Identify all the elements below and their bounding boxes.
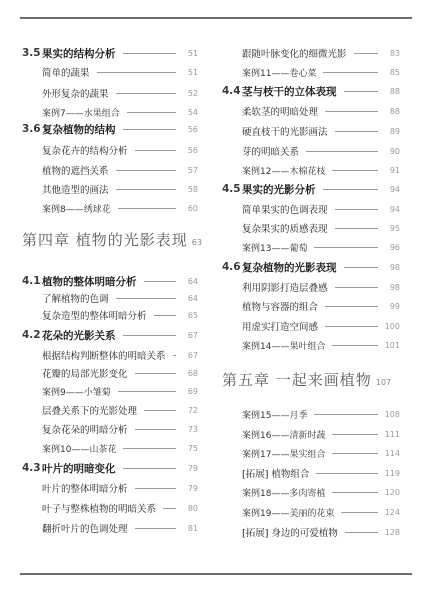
- case-title: 案例9——小雏菊: [42, 387, 111, 398]
- page-number: 79: [187, 483, 198, 493]
- page-number: 85: [389, 67, 400, 77]
- section-title: 叶片的明暗变化: [42, 462, 116, 475]
- leader-line: [144, 281, 177, 282]
- page-number: 51: [187, 48, 198, 58]
- toc-case-row[interactable]: [22, 200, 198, 216]
- item-title: 复杂果实的质感表现: [242, 224, 328, 235]
- section-number: 4.1: [22, 275, 41, 287]
- section-title: 果实的光影分析: [242, 183, 316, 196]
- page-number: 60: [187, 203, 198, 213]
- page-number: 67: [187, 330, 198, 340]
- case-title: 案例13——葡萄: [242, 243, 308, 254]
- bottom-rule: [20, 573, 412, 575]
- toc-item-row[interactable]: [222, 465, 400, 481]
- section-title: 花朵的光影关系: [42, 329, 116, 342]
- toc-item-row[interactable]: [22, 307, 198, 323]
- page-number: 75: [187, 443, 198, 453]
- item-title: 根据结构判断整体的明暗关系: [42, 351, 166, 362]
- leader-line: [135, 488, 176, 489]
- leader-line: [325, 111, 378, 112]
- leader-line: [127, 112, 176, 113]
- page-number: 98: [389, 282, 400, 292]
- leader-line: [341, 512, 378, 513]
- toc-item-row[interactable]: [22, 421, 198, 437]
- section-title: 复杂植物的结构: [42, 123, 116, 136]
- page-number: 88: [389, 106, 400, 116]
- page-number: 69: [187, 386, 198, 396]
- section-title: 复杂植物的光影表现: [242, 261, 337, 274]
- item-title: 层叠关系下的光影处理: [42, 406, 138, 417]
- leader-line: [118, 208, 176, 209]
- page-number: 119: [384, 468, 400, 478]
- page-number: 67: [187, 350, 198, 360]
- page-number: 101: [384, 340, 400, 350]
- section-number: 3.5: [22, 47, 41, 59]
- page-number: 88: [389, 86, 400, 96]
- item-title: 翻折叶片的色调处理: [42, 524, 128, 535]
- leader-line: [116, 189, 176, 190]
- section-number: 4.2: [22, 329, 41, 341]
- leader-line: [123, 335, 177, 336]
- toc-item-row[interactable]: [22, 64, 198, 80]
- toc-item-row[interactable]: [222, 318, 400, 334]
- case-title: 案例17——果实组合: [242, 449, 326, 460]
- item-title: 叶片的整体明暗分析: [42, 484, 128, 495]
- item-title: 简单果实的色调表现: [242, 205, 328, 216]
- page-number: 52: [187, 88, 198, 98]
- page-number: 64: [187, 276, 198, 286]
- leader-line: [306, 151, 378, 152]
- case-title: 案例7——水果组合: [42, 108, 120, 119]
- leader-line: [123, 468, 177, 469]
- toc-item-row[interactable]: [22, 290, 198, 306]
- section-number: 4.4: [222, 85, 241, 97]
- leader-line: [345, 532, 378, 533]
- item-title: 芽的明暗关系: [242, 147, 300, 158]
- leader-line: [344, 91, 379, 92]
- leader-line: [335, 131, 378, 132]
- leader-line: [325, 306, 378, 307]
- item-title: 复杂造型的整体明暗分析: [42, 311, 147, 322]
- chapter-title: 第五章 一起来画植物: [222, 371, 372, 389]
- leader-line: [173, 355, 176, 356]
- page-number: 94: [389, 184, 400, 194]
- leader-line: [314, 247, 378, 248]
- toc-case-row[interactable]: [22, 383, 198, 399]
- leader-line: [116, 93, 176, 94]
- toc-section-row[interactable]: [22, 121, 198, 137]
- toc-case-row[interactable]: [222, 426, 400, 442]
- leader-line: [335, 228, 378, 229]
- toc-item-row[interactable]: [22, 347, 198, 363]
- toc-item-row[interactable]: [222, 201, 400, 217]
- leader-line: [135, 528, 176, 529]
- leader-line: [332, 453, 378, 454]
- section-number: 4.6: [222, 261, 241, 273]
- leader-line: [323, 189, 379, 190]
- section-title: 植物的整体明暗分析: [42, 275, 137, 288]
- page-number: 51: [187, 67, 198, 77]
- leader-line: [97, 72, 176, 73]
- page-number: 58: [187, 184, 198, 194]
- toc-item-row[interactable]: [22, 520, 198, 536]
- page-number: 96: [389, 242, 400, 252]
- page-number: 99: [389, 301, 400, 311]
- section-title: 果实的结构分析: [42, 47, 116, 60]
- leader-line: [314, 414, 378, 415]
- toc-item-row[interactable]: [222, 45, 400, 61]
- toc-chapter-heading[interactable]: [22, 229, 202, 251]
- item-title: 跟随叶脉变化的细微光影: [242, 49, 347, 60]
- toc-section-row[interactable]: [222, 181, 400, 197]
- toc-section-row[interactable]: [222, 83, 400, 99]
- item-title: 叶子与整株植物的明暗关系: [42, 504, 157, 515]
- toc-case-row[interactable]: [222, 504, 400, 520]
- toc-section-row[interactable]: [22, 327, 198, 343]
- page-number: 108: [384, 409, 400, 419]
- page-number: 114: [384, 448, 400, 458]
- leader-line: [323, 72, 378, 73]
- top-rule: [20, 17, 412, 19]
- item-title: 复杂花朵的明暗分析: [42, 425, 128, 436]
- page-number: 124: [384, 507, 400, 517]
- toc-item-row[interactable]: [222, 279, 400, 295]
- page-number: 54: [187, 107, 198, 117]
- toc-item-row[interactable]: [22, 142, 198, 158]
- section-number: 4.3: [22, 462, 41, 474]
- page-number: 98: [389, 262, 400, 272]
- item-title: 柔软茎的明暗处理: [242, 107, 319, 118]
- page-number: 64: [187, 293, 198, 303]
- leader-line: [154, 315, 176, 316]
- leader-line: [332, 434, 378, 435]
- toc-case-row[interactable]: [222, 406, 400, 422]
- toc-case-row[interactable]: [222, 337, 400, 353]
- case-title: 案例10——山茶花: [42, 444, 117, 455]
- toc-case-row[interactable]: [222, 64, 400, 80]
- leader-line: [123, 448, 176, 449]
- leader-line: [316, 473, 378, 474]
- item-title: 花瓣的局部光影变化: [42, 369, 128, 380]
- toc-item-row[interactable]: [222, 143, 400, 159]
- page-number: 100: [384, 321, 400, 331]
- toc-case-row[interactable]: [22, 440, 198, 456]
- leader-line: [123, 129, 177, 130]
- leader-line: [135, 429, 176, 430]
- page-number: 83: [389, 48, 400, 58]
- section-number: 4.5: [222, 183, 241, 195]
- toc-case-row[interactable]: [22, 104, 198, 120]
- toc-section-row[interactable]: [22, 45, 198, 61]
- page-number: 56: [187, 124, 198, 134]
- toc-case-row[interactable]: [222, 484, 400, 500]
- toc-item-row[interactable]: [22, 365, 198, 381]
- page-number: 111: [384, 429, 400, 439]
- toc-section-row[interactable]: [22, 460, 198, 476]
- item-title: 植物的遮挡关系: [42, 166, 109, 177]
- page-number: 107: [375, 378, 392, 387]
- toc-case-row[interactable]: [222, 239, 400, 255]
- page-number: 128: [384, 527, 400, 537]
- leader-line: [116, 298, 176, 299]
- toc-case-row[interactable]: [222, 445, 400, 461]
- leader-line: [332, 345, 378, 346]
- toc-item-row[interactable]: [22, 85, 198, 101]
- case-title: 案例16——清新时蔬: [242, 430, 326, 441]
- page-number: 81: [187, 523, 198, 533]
- case-title: 案例12——木棉花枝: [242, 166, 326, 177]
- page-number: 120: [384, 487, 400, 497]
- case-title: 案例15——月季: [242, 410, 308, 421]
- leader-line: [135, 373, 176, 374]
- item-title: 用虚实打造空间感: [242, 322, 319, 333]
- section-title: 茎与枝干的立体表现: [242, 85, 337, 98]
- case-title: 案例18——多肉寄植: [242, 488, 326, 499]
- leader-line: [332, 170, 378, 171]
- leader-line: [335, 287, 378, 288]
- page-number: 57: [187, 165, 198, 175]
- leader-line: [344, 267, 379, 268]
- page-number: 95: [389, 223, 400, 233]
- item-title: [拓展] 身边的可爱植物: [242, 528, 338, 539]
- toc-item-row[interactable]: [22, 500, 198, 516]
- toc-item-row[interactable]: [222, 524, 400, 540]
- page-number: 56: [187, 145, 198, 155]
- item-title: 了解植物的色调: [42, 294, 109, 305]
- item-title: 外形复杂的蔬果: [42, 89, 109, 100]
- item-title: 简单的蔬果: [42, 68, 90, 79]
- leader-line: [135, 150, 176, 151]
- toc-item-row[interactable]: [22, 402, 198, 418]
- case-title: 案例8——绣球花: [42, 204, 111, 215]
- toc-chapter-heading[interactable]: [222, 369, 400, 391]
- item-title: 植物与容器的组合: [242, 302, 319, 313]
- toc-item-row[interactable]: [222, 220, 400, 236]
- leader-line: [354, 53, 378, 54]
- section-number: 3.6: [22, 123, 41, 135]
- toc-section-row[interactable]: [222, 259, 400, 275]
- toc-item-row[interactable]: [222, 298, 400, 314]
- page-number: 90: [389, 146, 400, 156]
- toc-item-row[interactable]: [222, 123, 400, 139]
- page-number: 68: [187, 368, 198, 378]
- item-title: 硬直枝干的光影画法: [242, 127, 328, 138]
- page-number: 80: [187, 503, 198, 513]
- leader-line: [325, 326, 378, 327]
- item-title: 复杂花卉的结构分析: [42, 146, 128, 157]
- page-number: 65: [187, 310, 198, 320]
- leader-line: [332, 492, 378, 493]
- leader-line: [144, 410, 176, 411]
- item-title: 其他造型的画法: [42, 185, 109, 196]
- toc-item-row[interactable]: [22, 480, 198, 496]
- page-number: 72: [187, 405, 198, 415]
- leader-line: [163, 508, 176, 509]
- toc-case-row[interactable]: [222, 162, 400, 178]
- item-title: 利用阴影打造层叠感: [242, 283, 328, 294]
- chapter-title: 第四章 植物的光影表现: [22, 231, 188, 249]
- page-number: 63: [191, 238, 202, 247]
- toc-item-row[interactable]: [222, 103, 400, 119]
- page-number: 79: [187, 463, 198, 473]
- toc-item-row[interactable]: [22, 162, 198, 178]
- page-number: 91: [389, 165, 400, 175]
- page-number: 94: [389, 204, 400, 214]
- toc-section-row[interactable]: [22, 273, 198, 289]
- item-title: [拓展] 植物组合: [242, 469, 310, 480]
- leader-line: [118, 391, 176, 392]
- toc-item-row[interactable]: [22, 181, 198, 197]
- case-title: 案例14——果叶组合: [242, 341, 326, 352]
- page-number: 89: [389, 126, 400, 136]
- leader-line: [116, 170, 176, 171]
- leader-line: [335, 209, 378, 210]
- page-number: 73: [187, 424, 198, 434]
- case-title: 案例19——美丽的花束: [242, 508, 335, 519]
- case-title: 案例11——卷心菜: [242, 68, 317, 79]
- leader-line: [123, 53, 177, 54]
